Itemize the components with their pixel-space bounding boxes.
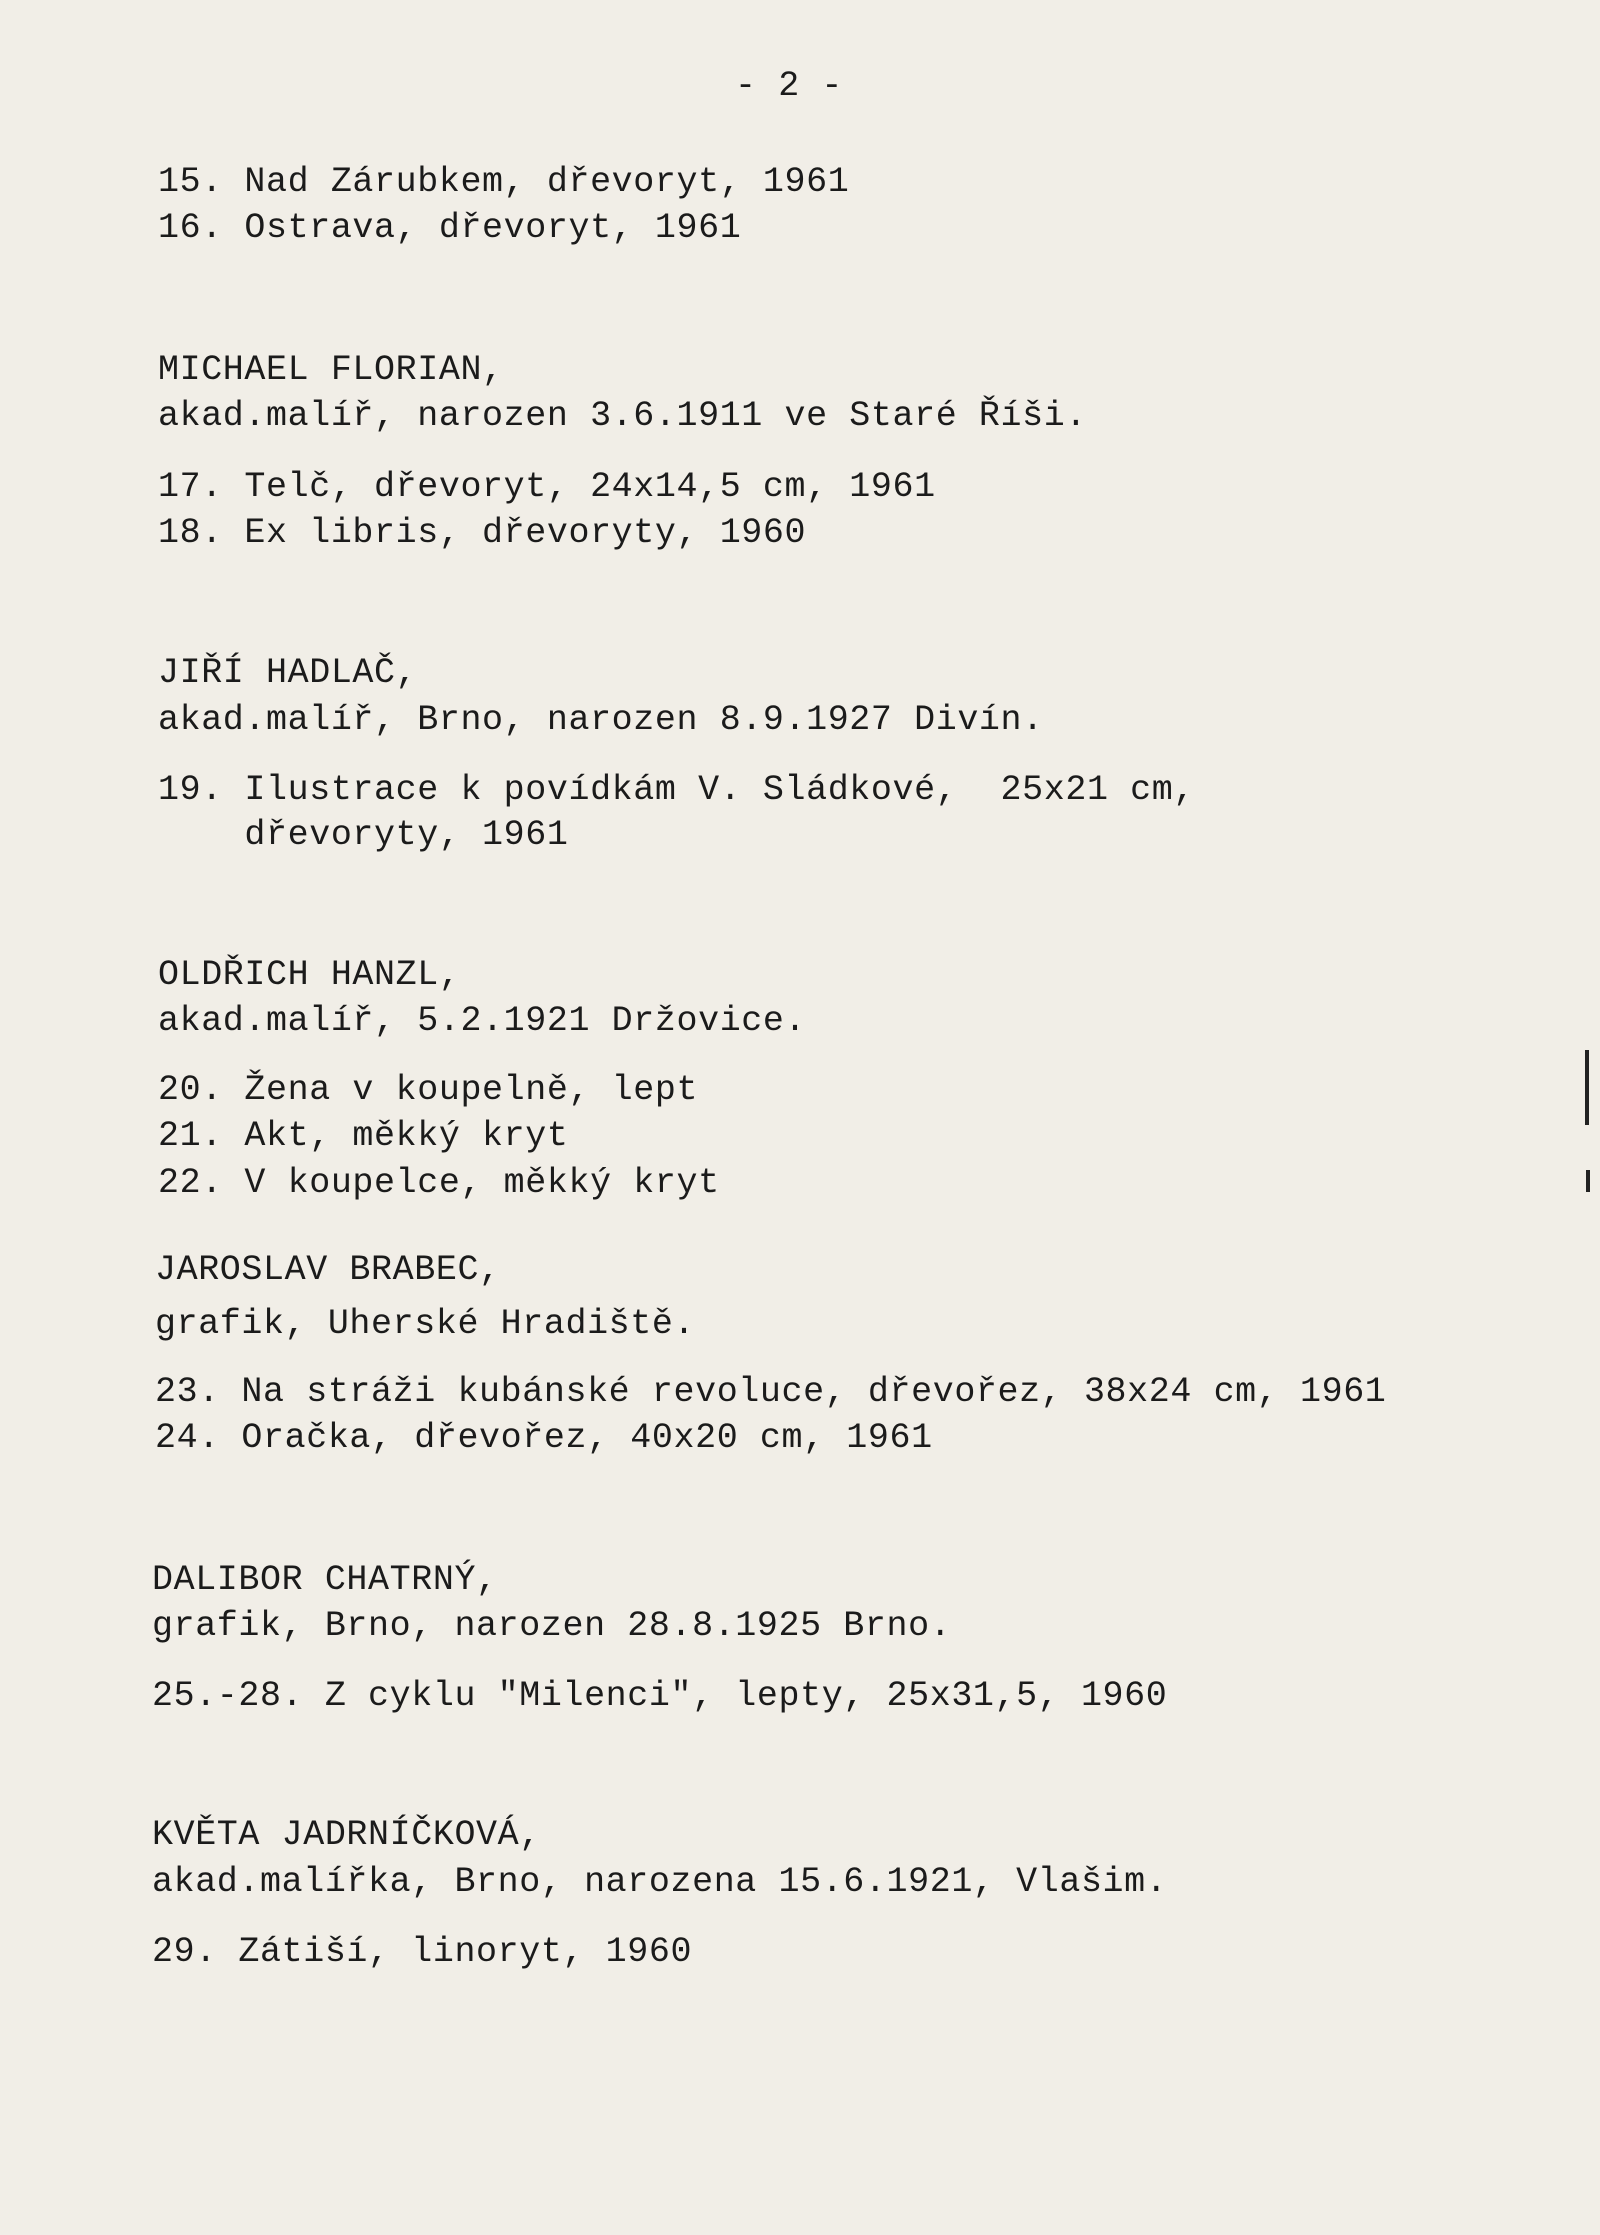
catalog-item: dřevoryty, 1961 [158,815,569,855]
artist-name: JAROSLAV BRABEC, [155,1250,501,1290]
artist-name: MICHAEL FLORIAN, [158,350,504,390]
catalog-item: 22. V koupelce, měkký kryt [158,1163,720,1203]
catalog-item: 23. Na stráži kubánské revoluce, dřevořez, 38x24 cm, 1961 [155,1372,1387,1412]
artist-name: OLDŘICH HANZL, [158,955,461,995]
artist-name: JIŘÍ HADLAČ, [158,653,418,693]
binder-mark [1585,1050,1589,1125]
catalog-item: 17. Telč, dřevoryt, 24x14,5 cm, 1961 [158,467,936,507]
catalog-item: 20. Žena v koupelně, lept [158,1070,699,1110]
catalog-item: 15. Nad Zárubkem, dřevoryt, 1961 [158,162,850,202]
artist-info: akad.malíř, 5.2.1921 Držovice. [158,1001,807,1041]
catalog-item: 25.-28. Z cyklu "Milenci", lepty, 25x31,5, 1960 [152,1676,1168,1716]
artist-info: akad.malíř, narozen 3.6.1911 ve Staré Říši. [158,396,1087,436]
artist-name: KVĚTA JADRNÍČKOVÁ, [152,1815,541,1855]
artist-info: akad.malíř, Brno, narozen 8.9.1927 Divín. [158,700,1044,740]
artist-info: grafik, Uherské Hradiště. [155,1304,696,1344]
catalog-item: 24. Oračka, dřevořez, 40x20 cm, 1961 [155,1418,933,1458]
binder-mark [1586,1170,1590,1192]
artist-name: DALIBOR CHATRNÝ, [152,1560,498,1600]
catalog-item: 16. Ostrava, dřevoryt, 1961 [158,208,742,248]
page-number: - 2 - [735,66,844,106]
catalog-item: 18. Ex libris, dřevoryty, 1960 [158,513,807,553]
catalog-item: 29. Zátiší, linoryt, 1960 [152,1932,693,1972]
artist-info: grafik, Brno, narozen 28.8.1925 Brno. [152,1606,952,1646]
catalog-item: 19. Ilustrace k povídkám V. Sládkové, 25x21 cm, [158,770,1195,810]
catalog-item: 21. Akt, měkký kryt [158,1116,569,1156]
artist-info: akad.malířka, Brno, narozena 15.6.1921, Vlašim. [152,1862,1168,1902]
